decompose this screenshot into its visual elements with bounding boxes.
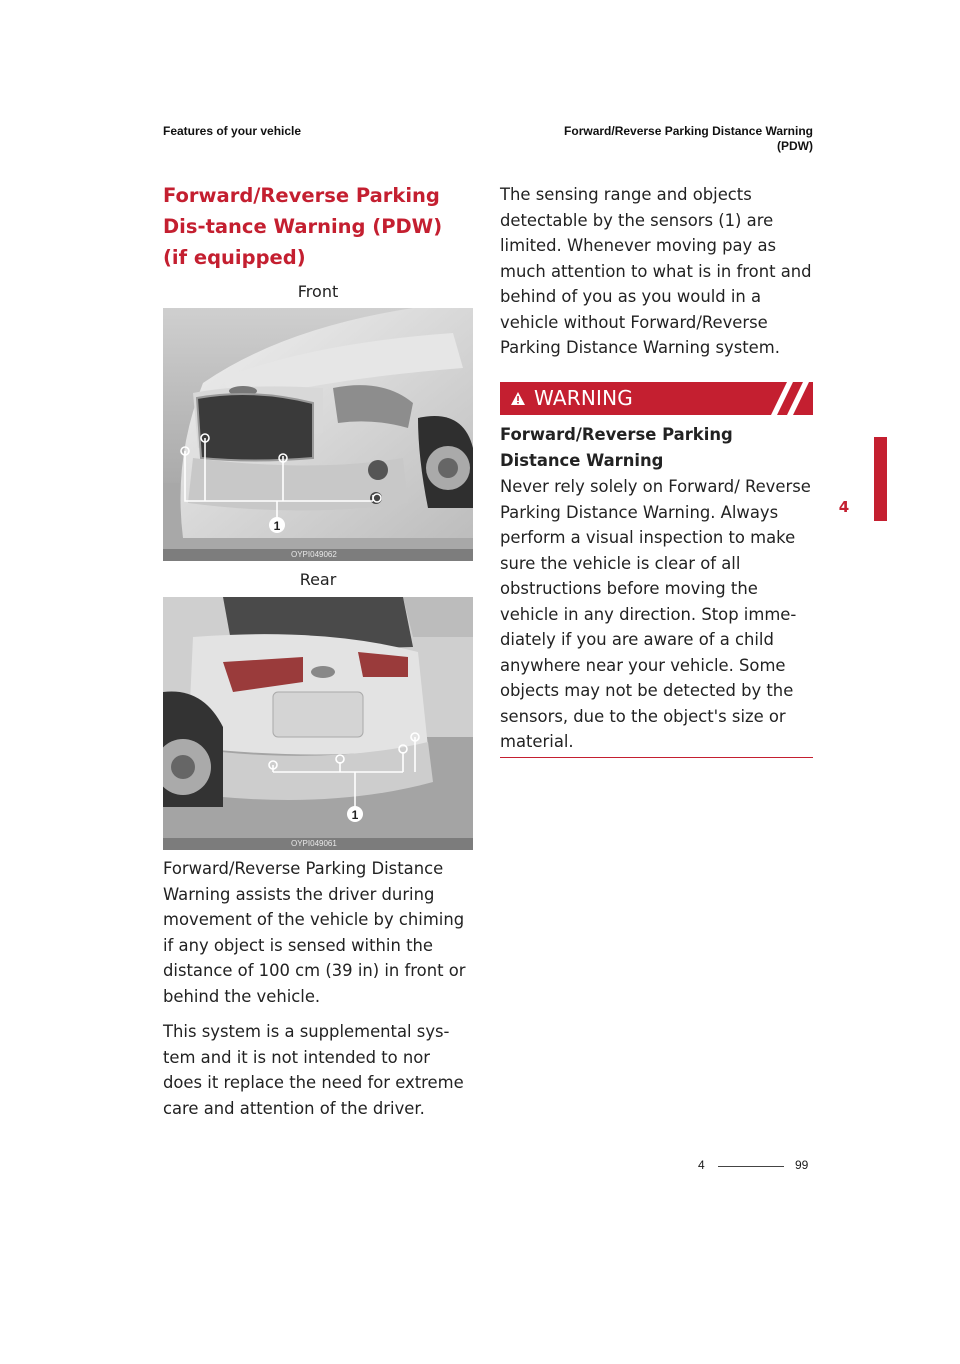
figure-code-front: OYPI049062 <box>163 549 473 561</box>
warning-triangle-icon <box>510 391 526 406</box>
figure-code-rear: OYPI049061 <box>163 838 473 850</box>
footer-chapter-number: 4 <box>698 1158 705 1172</box>
rear-callout-number: 1 <box>351 808 359 822</box>
warning-banner <box>500 382 813 415</box>
rear-car-illustration <box>163 597 473 850</box>
figure-caption-rear: Rear <box>299 570 337 589</box>
running-header-right-line2: (PDW) <box>777 139 813 153</box>
pdw-description-paragraph: Forward/Reverse Parking Distance Warning assists the driver during movement of the vehicle by chiming if any object is sensed within the distance of 100 cm (39 in) in front or behind the vehicle. <box>163 859 466 1006</box>
right-column-text <box>500 182 813 361</box>
warning-body-paragraph: Never rely solely on Forward/ Reverse Parking Distance Warning. Always perform a visual inspection to make sure the vehicle is clear of all obstructions before moving the vehicle in any direction. Stop imme-diately if you are aware of a child anywhere near your vehicle. Some objects may not be detected by the sensors, due to the object's size or material. <box>500 477 811 751</box>
footer-rule <box>718 1166 784 1167</box>
section-title: Forward/Reverse Parking Dis-tance Warning (PDW) (if equipped) <box>163 184 443 269</box>
left-column-text <box>163 856 473 1121</box>
warning-slash-decoration <box>763 382 813 415</box>
running-header-right-line1: Forward/Reverse Parking Distance Warning <box>564 124 813 138</box>
running-header-left: Features of your vehicle <box>163 124 302 138</box>
chapter-side-number: 4 <box>838 498 850 516</box>
chapter-side-tab <box>874 437 887 521</box>
running-header-right <box>564 124 813 154</box>
front-bumper-sensor-image <box>163 308 473 561</box>
front-callout-number: 1 <box>273 519 281 533</box>
sensing-range-paragraph: The sensing range and objects detectable by the sensors (1) are limited. Whenever moving pay as much attention to what is in front and behind of you as you would in a vehicle without Forward/Reverse Parking Distance Warning system. <box>500 185 812 357</box>
rear-bumper-sensor-image <box>163 597 473 850</box>
warning-heading: Forward/Reverse Parking Distance Warning <box>500 425 733 470</box>
supplemental-system-paragraph: This system is a supplemental sys-tem and it is not intended to nor does it replace the need for extreme care and attention of the driver. <box>163 1022 464 1118</box>
warning-end-rule <box>500 757 813 758</box>
warning-label: WARNING <box>534 386 633 410</box>
figure-caption-front: Front <box>297 282 339 301</box>
warning-body <box>500 474 813 755</box>
footer-page-number: 99 <box>795 1158 809 1172</box>
front-car-illustration <box>163 308 473 561</box>
